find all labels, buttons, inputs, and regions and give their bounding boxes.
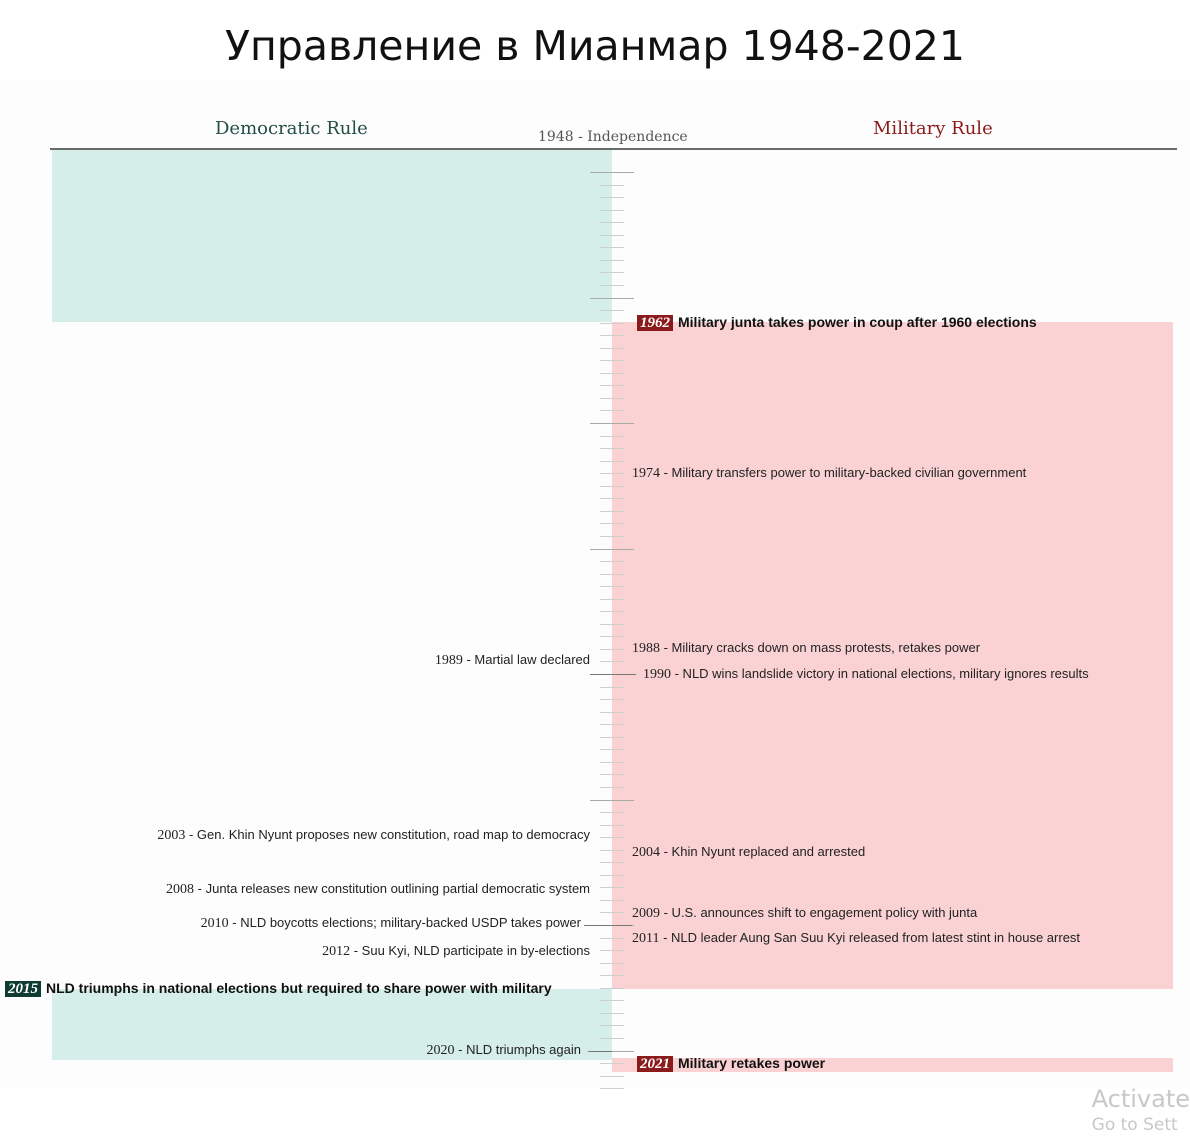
axis-minor-tick [600, 825, 624, 826]
event-1990 [643, 666, 1089, 683]
event-1962-text: Military junta takes power in coup after 1960 elections [678, 314, 1037, 330]
event-year: 1974 [632, 466, 660, 481]
axis-minor-tick [600, 1076, 624, 1077]
event-text: - NLD wins landslide victory in national elections, military ignores results [671, 666, 1089, 681]
axis-minor-tick [600, 787, 624, 788]
military-rule-header: Military Rule [873, 118, 993, 139]
event-text: - NLD boycotts elections; military-backed USDP takes power [228, 915, 581, 930]
event-text: - Military cracks down on mass protests, retakes power [660, 640, 981, 655]
event-2008 [166, 881, 590, 898]
axis-minor-tick [600, 950, 624, 951]
axis-minor-tick [600, 272, 624, 273]
axis-minor-tick [600, 812, 624, 813]
event-year: 2003 [157, 828, 186, 843]
event-2021 [637, 1055, 825, 1073]
event-2010 [201, 915, 581, 932]
axis-minor-tick [600, 724, 624, 725]
event-year: 2011 [632, 931, 660, 946]
event-text: - Martial law declared [462, 652, 590, 667]
axis-minor-tick [600, 310, 624, 311]
axis-minor-tick [600, 247, 624, 248]
event-text: - Gen. Khin Nyunt proposes new constitution, road map to democracy [185, 827, 590, 842]
event-2015-text: NLD triumphs in national elections but required to share power with military [46, 980, 552, 996]
independence-label: 1948 - Independence [538, 129, 688, 145]
axis-minor-tick [600, 1088, 624, 1089]
axis-minor-tick [600, 197, 624, 198]
axis-minor-tick [600, 837, 624, 838]
activation-watermark [1092, 1084, 1190, 1136]
connector-2020 [588, 1051, 612, 1052]
header-rule [50, 148, 1177, 150]
event-text: - Khin Nyunt replaced and arrested [660, 844, 866, 859]
event-text: - NLD triumphs again [454, 1042, 581, 1057]
axis-minor-tick [600, 436, 624, 437]
axis-minor-tick [600, 385, 624, 386]
axis-minor-tick [600, 486, 624, 487]
event-year: 1990 [643, 667, 671, 682]
axis-minor-tick [600, 862, 624, 863]
event-1988 [632, 640, 980, 657]
axis-minor-tick [600, 699, 624, 700]
axis-minor-tick [600, 222, 624, 223]
axis-minor-tick [600, 1025, 624, 1026]
axis-minor-tick [600, 473, 624, 474]
axis-minor-tick [600, 185, 624, 186]
axis-minor-tick [600, 749, 624, 750]
event-1962 [637, 314, 1037, 332]
axis-minor-tick [600, 461, 624, 462]
event-text: - Junta releases new constitution outlining partial democratic system [194, 881, 590, 896]
connector-2010 [584, 925, 632, 926]
axis-minor-tick [600, 912, 624, 913]
axis-minor-tick [600, 210, 624, 211]
axis-minor-tick [600, 900, 624, 901]
year-badge-1962: 1962 [637, 315, 673, 331]
axis-minor-tick [600, 1013, 624, 1014]
axis-minor-tick [600, 887, 624, 888]
axis-minor-tick [600, 687, 624, 688]
axis-minor-tick [600, 1038, 624, 1039]
axis-minor-tick [600, 511, 624, 512]
axis-minor-tick [600, 448, 624, 449]
axis-minor-tick [600, 875, 624, 876]
event-2011 [632, 930, 1080, 947]
axis-minor-tick [600, 611, 624, 612]
event-text: - NLD leader Aung San Suu Kyi released from latest stint in house arrest [659, 930, 1081, 945]
event-2021-text: Military retakes power [678, 1055, 826, 1071]
axis-major-tick [590, 549, 634, 550]
axis-minor-tick [600, 737, 624, 738]
axis-minor-tick [600, 574, 624, 575]
event-2012 [322, 943, 590, 960]
event-text: - Suu Kyi, NLD participate in by-elections [350, 943, 590, 958]
event-2004 [632, 844, 865, 861]
axis-minor-tick [600, 938, 624, 939]
event-text: - Military transfers power to military-backed civilian government [660, 465, 1027, 480]
axis-minor-tick [600, 373, 624, 374]
axis-minor-tick [600, 285, 624, 286]
axis-minor-tick [600, 762, 624, 763]
axis-minor-tick [600, 975, 624, 976]
democratic-band-1948-1962 [52, 149, 612, 322]
axis-minor-tick [600, 1000, 624, 1001]
event-year: 2008 [166, 882, 195, 897]
axis-minor-tick [600, 561, 624, 562]
year-badge-2015: 2015 [5, 981, 41, 997]
slide-title: Управление в Мианмар 1948-2021 [225, 22, 965, 70]
event-2015 [5, 980, 552, 998]
connector-1990 [612, 674, 636, 675]
timeline-chart [0, 80, 1190, 1135]
year-badge-2021: 2021 [637, 1056, 673, 1072]
axis-minor-tick [600, 523, 624, 524]
axis-major-tick [590, 423, 634, 424]
event-year: 1989 [434, 653, 463, 668]
event-year: 1988 [632, 641, 660, 656]
event-year: 2010 [200, 916, 229, 931]
event-2020 [427, 1042, 581, 1059]
axis-minor-tick [600, 323, 624, 324]
axis-minor-tick [600, 599, 624, 600]
axis-minor-tick [600, 963, 624, 964]
axis-minor-tick [600, 712, 624, 713]
event-1989 [435, 652, 590, 669]
event-1974 [632, 465, 1026, 482]
event-year: 2020 [426, 1043, 455, 1058]
axis-major-tick [590, 298, 634, 299]
axis-minor-tick [600, 335, 624, 336]
axis-minor-tick [600, 636, 624, 637]
axis-minor-tick [600, 624, 624, 625]
event-year: 2009 [632, 906, 660, 921]
axis-minor-tick [600, 536, 624, 537]
axis-minor-tick [600, 774, 624, 775]
watermark-line2: Go to Sett [1091, 1115, 1178, 1135]
connector-1989 [590, 674, 612, 675]
event-2003 [157, 827, 590, 844]
axis-minor-tick [600, 850, 624, 851]
event-year: 2012 [322, 944, 351, 959]
axis-minor-tick [600, 586, 624, 587]
event-text: - U.S. announces shift to engagement policy with junta [660, 905, 978, 920]
democratic-rule-header: Democratic Rule [215, 118, 368, 139]
axis-minor-tick [600, 988, 624, 989]
axis-minor-tick [600, 348, 624, 349]
axis-minor-tick [600, 235, 624, 236]
axis-minor-tick [600, 410, 624, 411]
axis-major-tick [590, 800, 634, 801]
axis-minor-tick [600, 260, 624, 261]
axis-minor-tick [600, 360, 624, 361]
axis-major-tick [590, 172, 634, 173]
axis-minor-tick [600, 498, 624, 499]
axis-minor-tick [600, 398, 624, 399]
axis-minor-tick [600, 649, 624, 650]
event-2009 [632, 905, 977, 922]
watermark-line1: Activate [1091, 1085, 1190, 1113]
event-year: 2004 [632, 845, 660, 860]
axis-minor-tick [600, 661, 624, 662]
axis-minor-tick [600, 1063, 624, 1064]
